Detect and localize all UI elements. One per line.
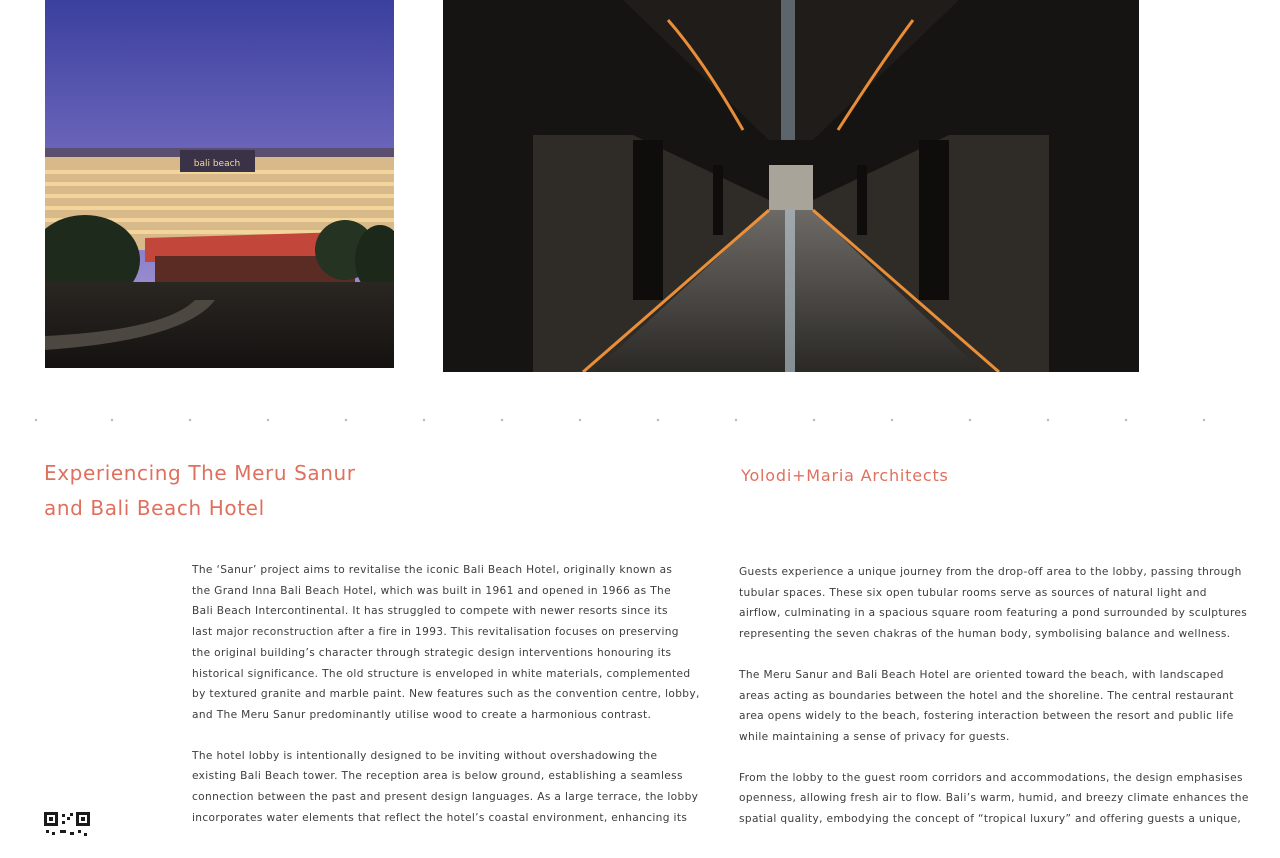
hotel-exterior-photo (45, 0, 394, 368)
qr-code[interactable] (44, 812, 90, 858)
dotted-divider (30, 416, 1220, 424)
text-line: the original building’s character through strategic design interventions honouring its (192, 646, 672, 659)
left-paragraph-2 (192, 746, 712, 829)
right-paragraph-3 (739, 768, 1259, 830)
text-line: Guests experience a unique journey from the drop-off area to the lobby, passing through (739, 566, 1242, 578)
text-line: tubular spaces. These six open tubular rooms serve as sources of natural light and (739, 586, 1207, 599)
article-title (44, 456, 356, 526)
right-text-column (739, 562, 1259, 830)
article-title-line-2: and Bali Beach Hotel (44, 496, 265, 520)
text-line: historical significance. The old structure is enveloped in white materials, complemented (192, 667, 691, 680)
left-paragraph-1 (192, 560, 712, 726)
text-line: and The Meru Sanur predominantly utilise wood to create a harmonious contrast. (192, 708, 652, 721)
text-line: last major reconstruction after a fire in 1993. This revitalisation focuses on preserving (192, 626, 679, 639)
hotel-sign-text: bali beach (193, 159, 241, 169)
text-line: the Grand Inna Bali Beach Hotel, which was built in 1961 and opened in 1966 as The (192, 584, 671, 597)
text-line: openness, allowing fresh air to flow. Bali’s warm, humid, and breezy climate enhances the (739, 792, 1249, 805)
left-text-column (192, 560, 712, 828)
text-line: From the lobby to the guest room corridors and accommodations, the design emphasises (739, 771, 1243, 784)
right-paragraph-2 (739, 665, 1259, 748)
text-line: incorporates water elements that reflect the hotel’s coastal environment, enhancing its (192, 811, 688, 824)
article-title-line-1: Experiencing The Meru Sanur (44, 461, 356, 485)
text-line: Bali Beach Intercontinental. It has struggled to compete with newer resorts since its (192, 605, 668, 618)
corridor-photo (443, 0, 1139, 372)
text-line: while maintaining a sense of privacy for guests. (739, 730, 1010, 743)
architect-credit: Yolodi+Maria Architects (741, 466, 949, 485)
text-line: by textured granite and marble paint. New features such as the convention centre, lobby, (192, 688, 700, 701)
text-line: representing the seven chakras of the human body, symbolising balance and wellness. (739, 628, 1231, 641)
right-paragraph-1 (739, 562, 1259, 645)
text-line: existing Bali Beach tower. The reception area is below ground, establishing a seamless (192, 770, 683, 783)
text-line: connection between the past and present design languages. As a large terrace, the lobby (192, 791, 699, 804)
text-line: The hotel lobby is intentionally designed to be inviting without overshadowing the (192, 749, 658, 762)
text-line: airflow, culminating in a spacious square room featuring a pond surrounded by sculptures (739, 607, 1248, 620)
text-line: spatial quality, embodying the concept of “tropical luxury” and offering guests a unique, (739, 813, 1242, 826)
text-line: The Meru Sanur and Bali Beach Hotel are oriented toward the beach, with landscaped (739, 668, 1224, 681)
text-line: The ‘Sanur’ project aims to revitalise the iconic Bali Beach Hotel, originally known as (192, 564, 673, 576)
text-line: area opens widely to the beach, fostering interaction between the resort and public life (739, 710, 1234, 723)
text-line: areas acting as boundaries between the hotel and the shoreline. The central restaurant (739, 689, 1234, 702)
